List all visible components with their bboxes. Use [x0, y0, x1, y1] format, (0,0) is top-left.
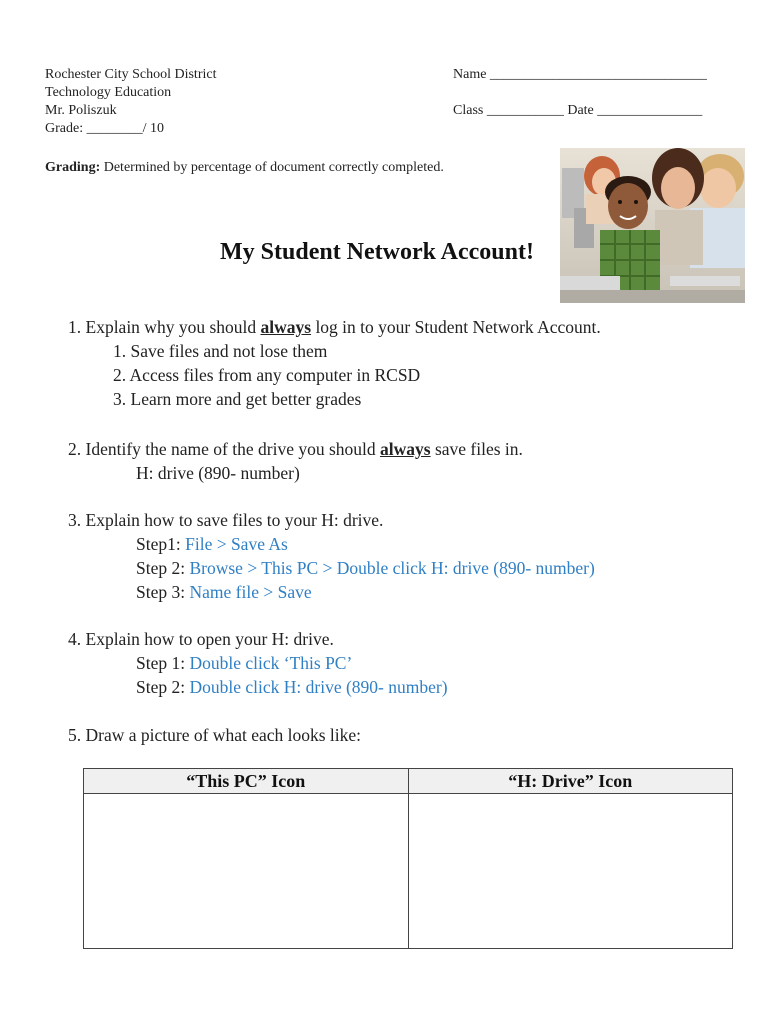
- step-label: Step 3:: [136, 582, 190, 602]
- answer-item: [113, 340, 327, 362]
- table-header-this-pc: “This PC” Icon: [84, 769, 409, 794]
- answer-text: Save files and not lose them: [130, 341, 328, 361]
- drawing-cell-this-pc[interactable]: [84, 794, 409, 949]
- question-2: [68, 438, 523, 460]
- step-answer: Name file > Save: [189, 582, 312, 602]
- table-row: [84, 794, 733, 949]
- question-text: Draw a picture of what each looks like:: [85, 725, 362, 745]
- icon-drawing-table: [83, 768, 733, 949]
- class-date-field: Class ___________ Date _______________: [453, 103, 703, 118]
- grade-line: Grade: ________/ 10: [45, 121, 164, 136]
- step-answer: Double click H: drive (890- number): [189, 677, 448, 697]
- step-row: [136, 557, 595, 579]
- step-label: Step 2:: [136, 677, 190, 697]
- grading-note: [45, 159, 444, 177]
- question-text: Identify the name of the drive you should: [85, 439, 381, 459]
- step-answer: Browse > This PC > Double click H: drive (890- number): [189, 558, 595, 578]
- answer-number: 3.: [113, 389, 127, 409]
- question-text: Explain how to save files to your H: drive.: [85, 510, 384, 530]
- table-header-row: [84, 769, 733, 794]
- grading-label: Grading:: [45, 160, 101, 175]
- emphasis-always: always: [380, 439, 431, 459]
- step-label: Step 1:: [136, 653, 190, 673]
- step-answer: Double click ‘This PC’: [189, 653, 353, 673]
- department-name: Technology Education: [45, 85, 172, 100]
- table-header-h-drive: “H: Drive” Icon: [408, 769, 733, 794]
- question-number: 1.: [68, 317, 82, 337]
- question-text: Explain how to open your H: drive.: [85, 629, 334, 649]
- students-photo: [560, 148, 745, 303]
- step-row: [136, 533, 288, 555]
- step-label: Step 2:: [136, 558, 190, 578]
- name-field: Name _______________________________: [453, 67, 707, 82]
- grading-text: Determined by percentage of document correctly completed.: [100, 160, 444, 175]
- question-text: Explain why you should: [85, 317, 261, 337]
- answer-text: H: drive (890- number): [136, 463, 300, 483]
- answer-text: Learn more and get better grades: [130, 389, 362, 409]
- district-name: Rochester City School District: [45, 67, 217, 82]
- question-text: save files in.: [430, 439, 523, 459]
- question-4: [68, 628, 334, 650]
- answer-number: 1.: [113, 341, 127, 361]
- question-number: 4.: [68, 629, 82, 649]
- question-5: [68, 724, 361, 746]
- answer-number: 2.: [113, 365, 127, 385]
- drawing-cell-h-drive[interactable]: [408, 794, 733, 949]
- question-number: 3.: [68, 510, 82, 530]
- step-row: [136, 581, 312, 603]
- step-row: [136, 676, 448, 698]
- emphasis-always: always: [260, 317, 312, 337]
- page-title: My Student Network Account!: [220, 239, 534, 265]
- question-3: [68, 509, 383, 531]
- question-text: log in to your Student Network Account.: [311, 317, 601, 337]
- step-answer: File > Save As: [185, 534, 288, 554]
- answer-item: [113, 388, 361, 410]
- teacher-name: Mr. Poliszuk: [45, 103, 117, 118]
- question-number: 5.: [68, 725, 82, 745]
- answer-text: Access files from any computer in RCSD: [129, 365, 421, 385]
- answer-item: [113, 364, 420, 386]
- step-label: Step1:: [136, 534, 186, 554]
- step-row: [136, 652, 352, 674]
- question-number: 2.: [68, 439, 82, 459]
- question-1: [68, 316, 601, 338]
